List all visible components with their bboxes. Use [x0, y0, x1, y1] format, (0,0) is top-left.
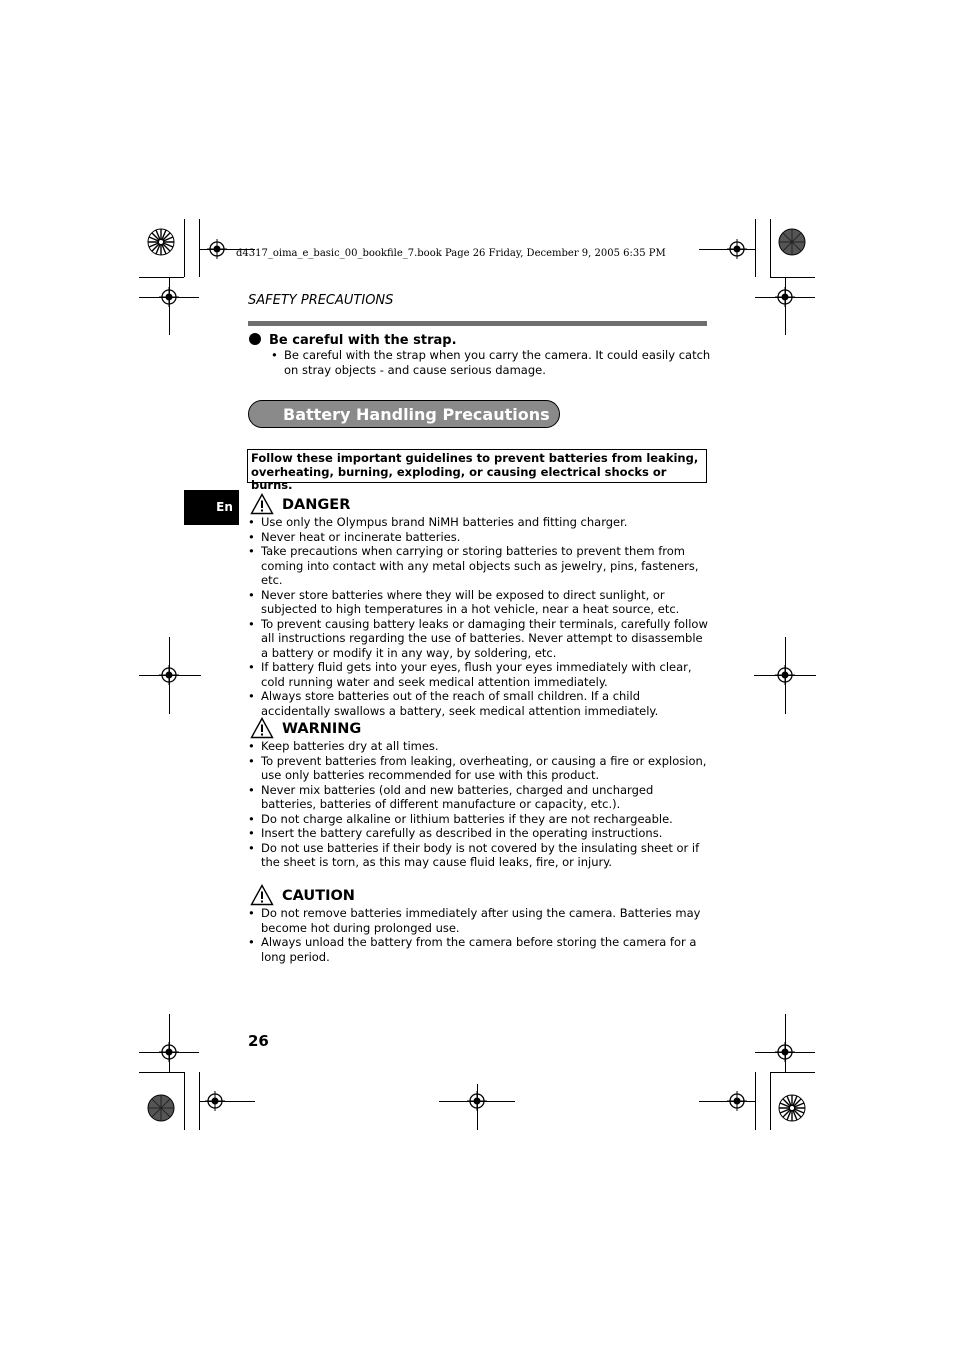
warning-title: WARNING — [282, 721, 362, 737]
crop-line — [199, 219, 200, 277]
list-item: • To prevent causing battery leaks or damaging their terminals, carefully follow all instructions regarding the use of batteries. Never attempt to disassemble a battery or modify it in any way, by soldering, etc. — [248, 617, 710, 661]
strap-heading-text: Be careful with the strap. — [269, 333, 457, 348]
list-item: • Keep batteries dry at all times. — [248, 739, 710, 754]
starburst-target-icon — [778, 1094, 806, 1122]
caution-section — [248, 884, 710, 964]
crop-line — [755, 1072, 756, 1130]
starburst-target-icon — [147, 228, 175, 256]
list-item: • Always store batteries out of the reach of small children. If a child accidentally swallows a battery, seek medical attention immediately. — [248, 689, 710, 718]
list-item: • If battery fluid gets into your eyes, flush your eyes immediately with clear, cold running water and seek medical attention immediately. — [248, 660, 710, 689]
list-item: • To prevent batteries from leaking, overheating, or causing a fire or explosion, use only batteries recommended for use with this product. — [248, 754, 710, 783]
registration-mark-icon — [775, 287, 795, 307]
registration-mark-icon — [207, 239, 227, 259]
list-item: • Never store batteries where they will be exposed to direct sunlight, or subjected to high temperatures in a hot vehicle, near a heat source, etc. — [248, 588, 710, 617]
warning-heading — [248, 717, 710, 739]
strap-heading — [249, 333, 457, 348]
registration-mark-icon — [205, 1091, 225, 1111]
crop-line — [139, 277, 184, 278]
warning-triangle-icon — [250, 717, 274, 739]
starburst-target-icon — [147, 1094, 175, 1122]
page-number: 26 — [248, 1032, 269, 1050]
list-item: • Do not charge alkaline or lithium batteries if they are not rechargeable. — [248, 812, 710, 827]
danger-list — [248, 515, 710, 718]
strap-bullet-text: Be careful with the strap when you carry the camera. It could easily catch on stray objects - and cause serious damage. — [284, 348, 711, 377]
print-file-info: d4317_oima_e_basic_00_bookfile_7.book Page 26 Friday, December 9, 2005 6:35 PM — [236, 248, 666, 259]
warning-section — [248, 717, 710, 870]
list-item: • Always unload the battery from the camera before storing the camera for a long period. — [248, 935, 710, 964]
caution-heading — [248, 884, 710, 906]
list-item: • Never heat or incinerate batteries. — [248, 530, 710, 545]
list-item: • Take precautions when carrying or storing batteries to prevent them from coming into contact with any metal objects such as jewelry, pins, fasteners, etc. — [248, 544, 710, 588]
section-header: SAFETY PRECAUTIONS — [248, 293, 394, 308]
caution-title: CAUTION — [282, 888, 355, 904]
strap-bullet: • Be careful with the strap when you carry the camera. It could easily catch on stray objects - and cause serious damage. — [271, 348, 711, 377]
registration-mark-icon — [775, 665, 795, 685]
language-tab-label: En — [216, 500, 233, 514]
section-title-pill: Battery Handling Precautions — [248, 400, 560, 428]
registration-mark-icon — [775, 1042, 795, 1062]
starburst-target-icon — [778, 228, 806, 256]
registration-mark-icon — [159, 287, 179, 307]
registration-mark-icon — [159, 665, 179, 685]
language-tab — [184, 490, 239, 525]
list-item: • Do not use batteries if their body is not covered by the insulating sheet or if the sheet is torn, as this may cause fluid leaks, fire, or injury. — [248, 841, 710, 870]
crop-line — [184, 1072, 185, 1130]
crop-line — [184, 219, 185, 277]
list-item: • Use only the Olympus brand NiMH batteries and fitting charger. — [248, 515, 710, 530]
warning-triangle-icon — [250, 884, 274, 906]
notice-box: Follow these important guidelines to prevent batteries from leaking, overheating, burning, exploding, or causing electrical shocks or burns. — [247, 449, 707, 483]
bullet-dot-icon — [249, 333, 261, 345]
warning-triangle-icon — [250, 493, 274, 515]
danger-section — [248, 493, 710, 718]
header-rule — [248, 321, 707, 326]
registration-mark-icon — [727, 1091, 747, 1111]
warning-list — [248, 739, 710, 870]
crop-line — [755, 219, 756, 277]
danger-heading — [248, 493, 710, 515]
registration-mark-icon — [159, 1042, 179, 1062]
danger-title: DANGER — [282, 497, 351, 513]
crop-line — [770, 1072, 815, 1073]
crop-line — [770, 277, 815, 278]
crop-line — [139, 1072, 184, 1073]
crop-line — [770, 1072, 771, 1130]
crop-line — [770, 219, 771, 277]
list-item: • Never mix batteries (old and new batteries, charged and uncharged batteries, batteries of different manufacture or capacity, etc.). — [248, 783, 710, 812]
registration-mark-icon — [467, 1091, 487, 1111]
registration-mark-icon — [727, 239, 747, 259]
caution-list — [248, 906, 710, 964]
list-item: • Insert the battery carefully as described in the operating instructions. — [248, 826, 710, 841]
list-item: • Do not remove batteries immediately after using the camera. Batteries may become hot during prolonged use. — [248, 906, 710, 935]
